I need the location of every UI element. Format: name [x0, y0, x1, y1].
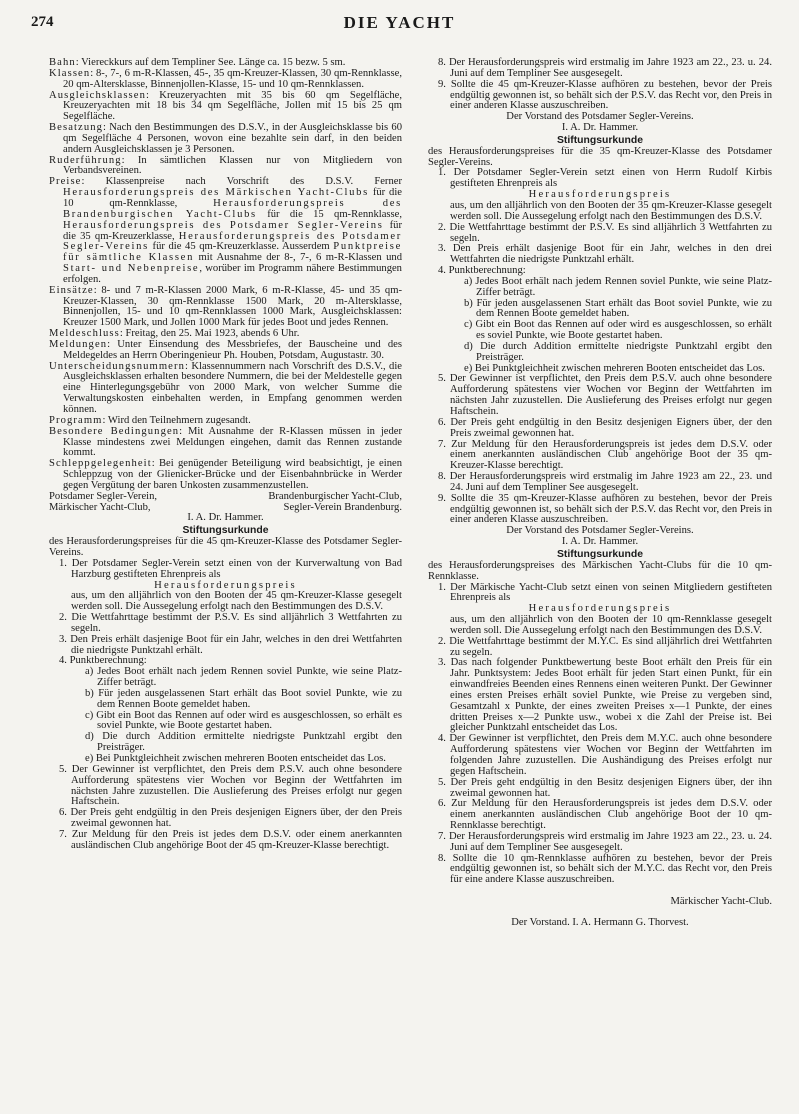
clause-35-4d: d) Die durch Addition ermittelte niedrigste Punktzahl ergibt den Preisträger.: [464, 340, 772, 363]
clause-35-3: 3. Den Preis erhält dasjenige Boot für ein Jahr, welches in den drei Wettfahrten die niedrigste Punktzahl erhält.: [438, 243, 772, 266]
clause-35-4e: e) Bei Punktgleichheit zwischen mehreren Booten entscheidet das Los.: [464, 362, 765, 374]
entry-bahn: Bahn: Viereckkurs auf dem Templiner See. Länge ca. 15 bezw. 5 sm.: [49, 57, 346, 68]
clause-10-8: 8. Sollte die 10 qm-Rennklasse aufhören zu bestehen, bevor der Preis endgültig gewonnen ist, so behält sich der M.Y.C. das Recht vor, den Preis für eine andere Klasse auszuschreiben.: [438, 852, 772, 886]
entry-einsaetze: Einsätze: 8- und 7 m-R-Klassen 2000 Mark, 6 m-R-Klasse, 45- und 35 qm-Kreuzer-Klassen, 30 qm-Rennklasse 1500 Mark, 20 m-Altersklasse, Binnenjollen, 15- und 10 qm-Rennklassen 1000 Mark, Ausgleichsklassen: Kreuzer 1500 Mark, und Jollen 1000 Mark für jedes Boot und jedes Rennen.: [49, 284, 402, 329]
urkunde-intro: des Herausforderungspreises für die 45 qm-Kreuzer-Klasse des Potsdamer Segler-Vereins.: [49, 536, 402, 558]
urkunde-intro-35qm: des Herausforderungspreises für die 35 qm-Kreuzer-Klasse des Potsdamer Segler-Vereins.: [428, 145, 772, 168]
clause-8: 8. Der Herausforderungspreis wird erstmalig im Jahre 1923 am 22., 23. u. 24. Juni auf dem Templiner See ausgesegelt.: [438, 57, 772, 79]
clause-7: 7. Zur Meldung für den Preis ist jedes dem D.S.V. oder einem anerkannten ausländischen Club angehörige Boot der 45 qm-Kreuzer-Klasse berechtigt.: [59, 828, 402, 851]
clause-6: 6. Der Preis geht endgültig in den Preis desjenigen Eigners über, der den Preis zweimal gewonnen hat.: [59, 807, 402, 830]
clause-4e: e) Bei Punktgleichheit zwischen mehreren Booten entscheidet das Los.: [85, 753, 386, 764]
clause-4c: c) Gibt ein Boot das Rennen auf oder wird es ausgeschlossen, so erhält es soviel Punkte, wie Boote gestartet haben.: [85, 709, 402, 732]
clause-35-7: 7. Zur Meldung für den Herausforderungspreis ist jedes dem D.S.V. oder einem anerkannten ausländischen Club angehörige Boot der 35 qm-Kreuzer-Klasse berechtigt.: [438, 438, 772, 472]
urkunde-intro-10qm: des Herausforderungspreises des Märkischen Yacht-Clubs für die 10 qm-Rennklasse.: [428, 559, 772, 582]
entry-meldungen: Meldungen: Unter Einsendung des Messbriefes, der Bauscheine und des Meldegeldes an Herrn Oberingenieur Ph. Houben, Potsdam, Augustastr. 30.: [49, 338, 402, 361]
clause-4: 4. Punktberechnung:: [59, 655, 147, 667]
vorstand-psv-2: Der Vorstand des Potsdamer Segler-Vereins.: [506, 525, 694, 537]
club-name-myc: Märkischer Yacht-Club.: [670, 895, 772, 907]
clause-35-9: 9. Sollte die 35 qm-Kreuzer-Klasse aufhören zu bestehen, bevor der Preis endgültig gewonnen ist, so behält sich der P.S.V. das Recht vor, den Preis in einer anderen Klasse auszuschreiben.: [438, 492, 772, 526]
signature-hammer: I. A. Dr. Hammer.: [187, 512, 264, 524]
clause-10-1-title: Herausforderungspreis: [528, 603, 672, 615]
entry-ausgleichsklassen: Ausgleichsklassen: Kreuzeryachten mit 35 bis 60 qm Segelfläche, Kreuzeryachten mit 18 bis 34 qm Segelfläche, Jollen mit 15 bis 25 qm Segelfläche.: [49, 89, 402, 123]
clause-10-1: 1. Der Märkische Yacht-Club setzt einen von seinen Mitgliedern gestifteten Ehrenpreis als: [438, 581, 772, 604]
entry-meldeschluss: Meldeschluss: Freitag, den 25. Mai 1923, abends 6 Uhr.: [49, 328, 300, 340]
signature-hammer-1: I. A. Dr. Hammer.: [561, 122, 639, 134]
entry-ruderfuehrung: Ruderführung: In sämtlichen Klassen nur von Mitgliedern von Verbandsvereinen.: [49, 154, 402, 177]
clause-2: 2. Die Wettfahrttage bestimmt der P.S.V. Es sind alljährlich 3 Wettfahrten zu segeln.: [59, 612, 402, 634]
clause-35-4: 4. Punktberechnung:: [438, 265, 526, 277]
clause-35-1-cont: aus, um den alljährlich von den Booten der 35 qm-Kreuzer-Klasse gesegelt werden soll. Die Aussegelung erfolgt nach den Bestimmungen des D.S.V.: [450, 199, 772, 222]
section-heading-stiftungsurkunde-35qm: Stiftungsurkunde: [556, 134, 643, 146]
entry-bedingungen: Besondere Bedingungen: Mit Ausnahme der R-Klassen müssen in jeder Klasse mindestens zwei Meldungen eingehen, damit das Rennen zustande kommt.: [49, 425, 403, 459]
clause-1-title: Herausforderungspreis: [154, 579, 297, 591]
clause-35-1: 1. Der Potsdamer Segler-Verein setzt einen von Herrn Rudolf Kirbis gestifteten Ehrenpreis als: [438, 167, 772, 190]
clause-35-5: 5. Der Gewinner ist verpflichtet, den Preis dem P.S.V. auch ohne besondere Aufforderung spätestens vier Wochen vor Beginn der Wettfahrten im nächsten Jahr zuzustellen. Die Auslieferung des Preises erfolgt nur gegen Haftschein.: [438, 373, 772, 417]
running-title: DIE YACHT: [343, 13, 456, 32]
clause-35-4a: a) Jedes Boot erhält nach jedem Rennen soviel Punkte, wie seine Platz-Ziffer beträgt.: [464, 275, 772, 298]
clause-35-4b: b) Für jeden ausgelassenen Start erhält das Boot soviel Punkte, wie zu dem Rennen Boote gemeldet haben.: [464, 297, 772, 320]
signatories-row-1: Potsdamer Segler-Verein, Brandenburgischer Yacht-Club,: [49, 490, 402, 502]
vorstand-psv-1: Der Vorstand des Potsdamer Segler-Vereins.: [506, 111, 694, 123]
entry-besatzung: Besatzung: Nach den Bestimmungen des D.S.V., in der Ausgleichsklasse bis 60 qm Segelfläche 4 Personen, wovon eine bezahlte sein darf, in den beiden andern Ausgleichsklassen je 3 Personen.: [49, 122, 402, 155]
entry-programm: Programm: Wird den Teilnehmern zugesandt.: [49, 414, 251, 426]
signatories-row-2: Märkischer Yacht-Club, Segler-Verein Brandenburg.: [49, 501, 402, 513]
right-column: [428, 58, 772, 929]
clause-10-1-cont: aus, um den alljährlich von den Booten der 10 qm-Rennklasse gesegelt werden soll. Die Aussegelung erfolgt nach den Bestimmungen des D.S.V.: [450, 614, 772, 636]
entry-schleppgelegenheit: Schleppgelegenheit: Bei genügender Beteiligung wird beabsichtigt, je einen Schleppzug von der Glienicker-Brücke und der Eisenbahnbrücke in Werder gegen Vergütung der baren Unkosten zusammenzustellen.: [49, 458, 402, 491]
clause-4d: d) Die durch Addition ermittelte niedrigste Punktzahl ergibt den Preisträger.: [85, 731, 402, 754]
clause-5: 5. Der Gewinner ist verpflichtet, den Preis dem P.S.V. auch ohne besondere Aufforderung spätestens vier Wochen vor Beginn der Wettfahrten im nächsten Jahre zuzustellen. Die Auslieferung des Preises erfolgt nur gegen Haftschein.: [59, 763, 402, 808]
clause-35-6: 6. Der Preis geht endgültig in den Besitz desjenigen Eigners über, der den Preis zweimal gewonnen hat.: [438, 416, 772, 439]
left-column: [49, 58, 402, 852]
entry-preise: Preise: Klassenpreise nach Vorschrift des D.S.V. Ferner Herausforderungspreis des Märkischen Yacht-Clubs für die 10 qm-Rennklasse, Herausforderungspreis des Brandenburgischen Yacht-Clubs für die 15 qm-Rennklasse, Herausforderungspreis des Potsdamer Segler-Vereins für die 35 qm-Kreuzerklasse, Herausforderungspreis des Potsdamer Segler-Vereins für die 45 qm-Kreuzerklasse. Ausserdem Punktpreise für sämtliche Klassen mit Ausnahme der 8-, 7-, 6 m-R-Klassen und Start- und Nebenpreise, worüber im Programm nähere Bestimmungen erfolgen.: [49, 176, 403, 285]
page-number: 274: [31, 14, 54, 30]
clause-1-cont: aus, um den alljährlich von den Booten der 45 qm-Kreuzer-Klasse gesegelt werden soll. Die Aussegelung erfolgt nach den Bestimmungen des D.S.V.: [71, 590, 402, 613]
signature-hammer-2: I. A. Dr. Hammer.: [561, 536, 639, 548]
clause-3: 3. Den Preis erhält dasjenige Boot für ein Jahr, welches in den drei Wettfahrten die niedrigste Punktzahl erhält.: [59, 633, 402, 656]
clause-1: 1. Der Potsdamer Segler-Verein setzt einen von der Kurverwaltung von Bad Harzburg gestifteten Ehrenpreis als: [59, 557, 402, 580]
clause-10-7: 7. Der Herausforderungspreis wird erstmalig im Jahre 1923 am 22., 23. u. 24. Juni auf dem Templiner See ausgesegelt.: [438, 830, 772, 853]
clause-10-2: 2. Die Wettfahrttage bestimmt der M.Y.C. Es sind alljährlich drei Wettfahrten zu segeln.: [438, 635, 772, 658]
section-heading-stiftungsurkunde-10qm: Stiftungsurkunde: [556, 548, 643, 560]
clause-35-1-title: Herausforderungspreis: [528, 189, 672, 201]
clause-10-3: 3. Das nach folgender Punktbewertung beste Boot erhält den Preis für ein Jahr. Punktsystem: Jedes Boot erhält für jeden Start einen Punkt, für ein einwandfreies Beenden eines Rennens einen weiteren Punkt. Der Gewinner eines ersten Preises erhält soviel Punkte, wie Preise zu vergeben sind, Gesamtzahl x Punkte, der eines zweiten Preises x—1 Punkte, der eines dritten Preises x—2 Punkte usw., wobei x die Zahl der Preise ist. Bei gleicher Punktzahl entscheidet das Los.: [438, 657, 772, 734]
clause-9: 9. Sollte die 45 qm-Kreuzer-Klasse aufhören zu bestehen, bevor der Preis endgültig gewonnen ist, so behält sich der P.S.V. das Recht vor, den Preis in einer anderen Klasse auszuschreiben.: [438, 78, 772, 112]
clause-10-6: 6. Zur Meldung für den Herausforderungspreis ist jedes dem D.S.V. oder einem anerkannten ausländischen Club angehörige Boot der 10 qm-Rennklasse berechtigt.: [438, 798, 772, 832]
clause-10-5: 5. Der Preis geht endgültig in den Besitz desjenigen Eigners über, der ihn zweimal gewonnen hat.: [438, 776, 772, 799]
signature-thorvest: Der Vorstand. I. A. Hermann G. Thorvest.: [511, 917, 689, 929]
entry-klassen: Klassen: 8-, 7-, 6 m-R-Klassen, 45-, 35 qm-Kreuzer-Klassen, 30 qm-Rennklasse, 20 qm-Altersklasse, Binnenjollen-Klasse, 15- und 10 qm-Rennklassen.: [49, 67, 402, 90]
clause-35-2: 2. Die Wettfahrttage bestimmt der P.S.V. Es sind alljährlich 3 Wettfahrten zu segeln.: [438, 221, 772, 244]
clause-35-4c: c) Gibt ein Boot das Rennen auf oder wird es ausgeschlossen, so erhält es soviel Punkte, wie Boote gestartet haben.: [464, 319, 772, 342]
section-heading-stiftungsurkunde-45qm: Stiftungsurkunde: [182, 525, 269, 537]
clause-4b: b) Für jeden ausgelassenen Start erhält das Boot soviel Punkte, wie zu dem Rennen Boote gemeldet haben.: [85, 687, 402, 710]
clause-4a: a) Jedes Boot erhält nach jedem Rennen soviel Punkte, wie seine Platz-Ziffer beträgt.: [85, 666, 402, 689]
clause-10-4: 4. Der Gewinner ist verpflichtet, den Preis dem M.Y.C. auch ohne besondere Aufforderung spätestens vier Wochen vor Beginn der Wettfahrten im folgenden Jahre zuzustellen. Die Aushändigung des Preises erfolgt nur gegen Haftschein.: [438, 733, 772, 777]
entry-unterscheidungsnummern: Unterscheidungsnummern: Klassennummern nach Vorschrift des D.S.V., die Ausgleichsklassen erhalten besondere Nummern, die bei der Meldestelle gegen eine Hinterlegungsgebühr von 2000 Mark, von welcher Summe die Verwaltungskosten einbehalten werden, in Empfang genommen werden können.: [49, 360, 402, 415]
clause-35-8: 8. Der Herausforderungspreis wird erstmalig im Jahre 1923 am 22., 23. und 24. Juni auf dem Templiner See ausgesegelt.: [438, 471, 772, 493]
